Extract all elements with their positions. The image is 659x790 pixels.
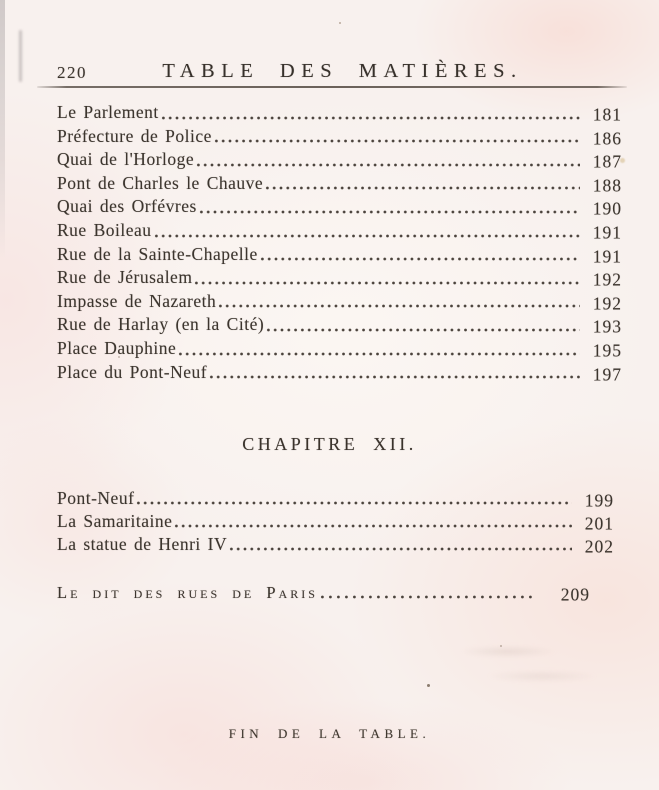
header-rule xyxy=(37,86,627,88)
dot-leader xyxy=(228,533,572,556)
toc-entry-page: 190 xyxy=(592,198,622,219)
toc-entry-label: Rue de Harlay (en la Cité) xyxy=(57,314,265,335)
dot-leader xyxy=(173,510,572,533)
dot-leader xyxy=(135,487,572,510)
toc-entry-page: 192 xyxy=(592,269,622,290)
dot-leader xyxy=(259,243,580,267)
toc-entry-label: Impasse de Nazareth xyxy=(57,290,217,311)
toc-entry-page: 187 xyxy=(592,151,622,172)
toc-entry xyxy=(57,361,622,385)
toc-entry-label: Quai des Orfévres xyxy=(57,196,197,217)
toc-entry-page: 209 xyxy=(560,584,590,605)
toc-entry xyxy=(57,101,622,125)
toc-entry xyxy=(57,148,622,172)
toc-entry-page: 181 xyxy=(592,104,622,125)
toc-entry-page: 201 xyxy=(584,513,614,534)
dot-leader xyxy=(153,219,581,243)
paper-speck xyxy=(427,684,430,687)
toc-entry xyxy=(57,510,614,533)
toc-entry xyxy=(57,219,622,243)
dot-leader xyxy=(198,195,580,219)
paper-speck xyxy=(339,22,341,24)
toc-entry xyxy=(57,266,622,290)
toc-entry-page: 199 xyxy=(584,490,614,511)
toc-entry-label: Pont-Neuf xyxy=(57,488,135,508)
toc-section-2 xyxy=(57,487,614,556)
toc-entry-label: Le dit des rues de Paris xyxy=(57,583,318,602)
chapter-heading: CHAPITRE XII. xyxy=(242,434,417,454)
dot-leader xyxy=(213,125,580,149)
ink-showthrough xyxy=(440,635,610,690)
toc-entry-page: 191 xyxy=(592,222,622,243)
toc-entry xyxy=(57,195,622,219)
page-title: TABLE DES MATIÈRES. xyxy=(162,60,523,82)
toc-entry-page: 202 xyxy=(584,536,614,557)
toc-entry-label: La statue de Henri IV xyxy=(57,534,228,554)
dot-leader xyxy=(177,337,580,361)
toc-section-1 xyxy=(57,101,622,384)
toc-entry-page: 188 xyxy=(592,175,622,196)
dot-leader xyxy=(193,266,580,290)
footer-text: FIN DE LA TABLE. xyxy=(228,726,431,741)
dot-leader xyxy=(217,290,580,314)
folio-number: 220 xyxy=(57,63,87,82)
dot-leader xyxy=(195,148,580,172)
toc-entry-page: 186 xyxy=(592,128,622,149)
toc-entry-page: 191 xyxy=(592,246,622,267)
toc-entry-page: 197 xyxy=(592,364,622,385)
toc-entry-label: Préfecture de Police xyxy=(57,125,212,146)
toc-entry xyxy=(57,487,614,510)
toc-entry-label: Rue de la Sainte-Chapelle xyxy=(57,243,258,264)
page-edge-shadow xyxy=(0,0,5,260)
toc-entry xyxy=(57,337,622,361)
dot-leader xyxy=(319,581,536,604)
toc-entry xyxy=(57,290,622,314)
toc-entry-label: Pont de Charles le Chauve xyxy=(57,172,264,193)
toc-entry-label: Rue de Jérusalem xyxy=(57,267,193,288)
toc-entry xyxy=(57,533,614,556)
toc-entry-label: Place Dauphine xyxy=(57,337,177,358)
toc-entry xyxy=(57,172,622,196)
dot-leader xyxy=(160,101,580,125)
toc-entry-label: Quai de l'Horloge xyxy=(57,149,195,170)
toc-entry-label: Rue Boileau xyxy=(57,219,152,240)
dot-leader xyxy=(208,361,580,385)
toc-entry-label: La Samaritaine xyxy=(57,511,173,531)
toc-entry-label: Place du Pont-Neuf xyxy=(57,361,208,382)
toc-entry xyxy=(57,313,622,337)
toc-entry-page: 193 xyxy=(592,316,622,337)
toc-entry xyxy=(57,243,622,267)
dot-leader xyxy=(265,313,580,337)
dot-leader xyxy=(264,172,580,196)
toc-final-entry xyxy=(57,581,590,604)
toc-entry xyxy=(57,125,622,149)
toc-entry-page: 195 xyxy=(592,340,622,361)
toc-entry-label: Le Parlement xyxy=(57,102,159,122)
toc-entry-page: 192 xyxy=(592,293,622,314)
paper-speck xyxy=(500,645,502,647)
